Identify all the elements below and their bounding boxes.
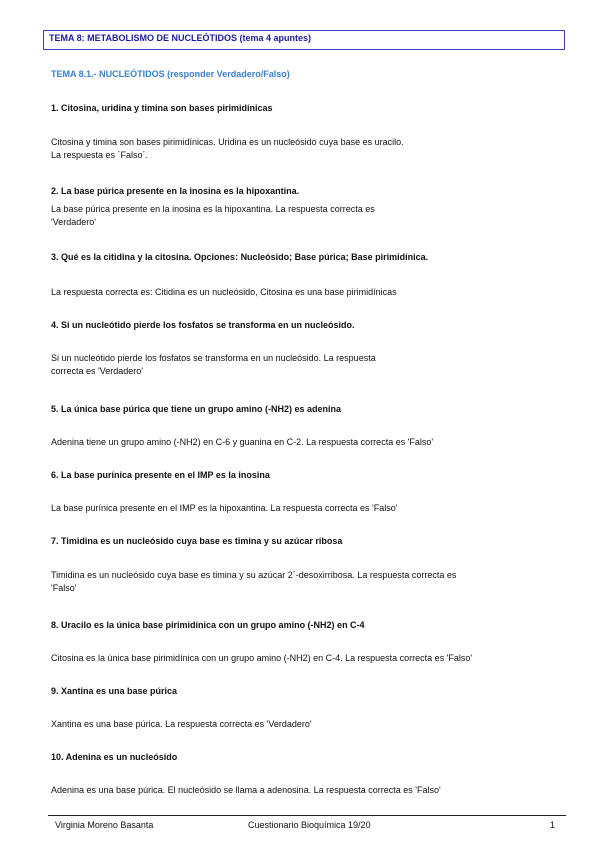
document-title-box	[43, 30, 565, 50]
document-title: TEMA 8: METABOLISMO DE NUCLEÓTIDOS (tema 4 apuntes)	[49, 33, 312, 43]
answer-4: Si un nucleótido pierde los fosfatos se transforma en un nucleósido. La respuesta correcta es 'Verdadero'	[51, 353, 376, 376]
footer-page-number: 1	[550, 820, 556, 830]
answer-1: Citosina y timina son bases pirimidínicas. Uridina es un nucleósido cuya base es uracilo. La respuesta es ´Falso´.	[51, 137, 404, 160]
answer-6: La base purínica presente en el IMP es la hipoxantina. La respuesta correcta es 'Falso'	[51, 503, 398, 513]
answer-8: Citosina es la única base pirimidínica con un grupo amino (-NH2) en C-4. La respuesta correcta es 'Falso'	[51, 653, 473, 663]
question-10: 10. Adenina es un nucleósido	[51, 752, 178, 762]
question-7: 7. Timidina es un nucleósido cuya base es timina y su azúcar ribosa	[51, 536, 343, 546]
answer-5: Adenina tiene un grupo amino (-NH2) en C-6 y guanina en C-2. La respuesta correcta es 'Falso'	[51, 437, 434, 447]
question-2: 2. La base púrica presente en la inosina es la hipoxantina.	[51, 186, 300, 196]
answer-7: Timidina es un nucleósido cuya base es timina y su azúcar 2´-desoxirribosa. La respuesta correcta es 'Falso'	[51, 570, 457, 593]
answer-10: Adenina es una base púrica. El nucleósido se llama a adenosina. La respuesta correcta es 'Falso'	[51, 785, 441, 795]
question-9: 9. Xantina es una base púrica	[51, 686, 178, 696]
section-subtitle: TEMA 8.1.- NUCLEÓTIDOS (responder Verdadero/Falso)	[51, 69, 290, 79]
answer-2: La base púrica presente en la inosina es la hipoxantina. La respuesta correcta es 'Verdadero'	[51, 204, 375, 227]
question-6: 6. La base purínica presente en el IMP es la inosina	[51, 470, 270, 480]
question-5: 5. La única base púrica que tiene un grupo amino (-NH2) es adenina	[51, 404, 342, 414]
footer-divider	[48, 815, 566, 816]
answer-9: Xantina es una base púrica. La respuesta correcta es 'Verdadero'	[51, 719, 312, 729]
footer-course: Cuestionario Bioquímica 19/20	[248, 820, 371, 830]
answer-3: La respuesta correcta es: Citidina es un nucleósido, Citosina es una base pirimidínicas	[51, 287, 397, 297]
question-4: 4. Si un nucleótido pierde los fosfatos se transforma en un nucleósido.	[51, 320, 355, 330]
question-8: 8. Uracilo es la única base pirimidínica con un grupo amino (-NH2) en C-4	[51, 620, 365, 630]
question-3: 3. Qué es la citidina y la citosina. Opciones: Nucleósido; Base púrica; Base pirimidínica.	[51, 252, 429, 262]
question-1: 1. Citosina, uridina y timina son bases pirimidínicas	[51, 103, 273, 113]
footer-author: Virginia Moreno Basanta	[55, 820, 154, 830]
